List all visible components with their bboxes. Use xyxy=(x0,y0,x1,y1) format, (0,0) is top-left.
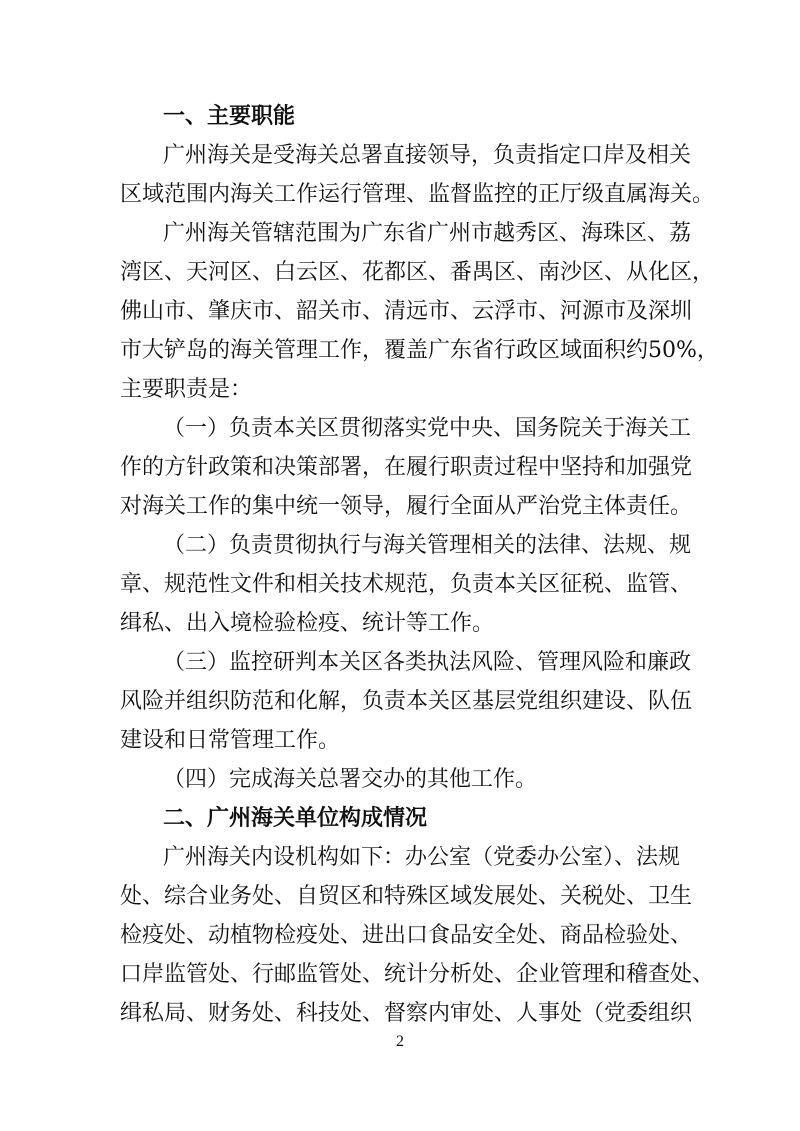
paragraph-line: 市大铲岛的海关管理工作，覆盖广东省行政区域面积约50%， xyxy=(120,338,719,363)
page-number: 2 xyxy=(396,1033,404,1050)
paragraph-line: 建设和日常管理工作。 xyxy=(120,728,341,753)
paragraph-line: 缉私、出入境检验检疫、统计等工作。 xyxy=(120,611,495,636)
paragraph-line: 口岸监管处、行邮监管处、统计分析处、企业管理和稽查处、 xyxy=(120,962,715,987)
paragraph-line: 广州海关内设机构如下：办公室（党委办公室）、法规 xyxy=(163,845,681,870)
section-heading-main-functions: 一、主要职能 xyxy=(163,104,296,129)
paragraph-line: 广州海关管辖范围为广东省广州市越秀区、海珠区、荔 xyxy=(163,221,692,246)
paragraph-line: 区域范围内海关工作运行管理、监督监控的正厅级直属海关。 xyxy=(120,182,715,207)
paragraph-line: 章、规范性文件和相关技术规范，负责本关区征税、监管、 xyxy=(120,572,693,597)
paragraph-line: 对海关工作的集中统一领导，履行全面从严治党主体责任。 xyxy=(120,494,693,519)
duty-item-1: （一）负责本关区贯彻落实党中央、国务院关于海关工 xyxy=(163,416,692,441)
duty-item-4: （四）完成海关总署交办的其他工作。 xyxy=(163,767,538,792)
section-heading-unit-composition: 二、广州海关单位构成情况 xyxy=(163,806,428,831)
paragraph-line: 佛山市、肇庆市、韶关市、清远市、云浮市、河源市及深圳 xyxy=(120,299,693,324)
paragraph-line: 缉私局、财务处、科技处、督察内审处、人事处（党委组织 xyxy=(120,1001,693,1026)
paragraph-line: 处、综合业务处、自贸区和特殊区域发展处、关税处、卫生 xyxy=(120,884,693,909)
paragraph-line: 主要职责是： xyxy=(120,377,253,402)
paragraph-line: 风险并组织防范和化解，负责本关区基层党组织建设、队伍 xyxy=(120,689,693,714)
duty-item-3: （三）监控研判本关区各类执法风险、管理风险和廉政 xyxy=(163,650,692,675)
duty-item-2: （二）负责贯彻执行与海关管理相关的法律、法规、规 xyxy=(163,533,692,558)
paragraph-line: 检疫处、动植物检疫处、进出口食品安全处、商品检验处、 xyxy=(120,923,693,948)
paragraph-line: 广州海关是受海关总署直接领导，负责指定口岸及相关 xyxy=(163,143,692,168)
paragraph-line: 湾区、天河区、白云区、花都区、番禺区、南沙区、从化区， xyxy=(120,260,715,285)
paragraph-line: 作的方针政策和决策部署，在履行职责过程中坚持和加强党 xyxy=(120,455,693,480)
